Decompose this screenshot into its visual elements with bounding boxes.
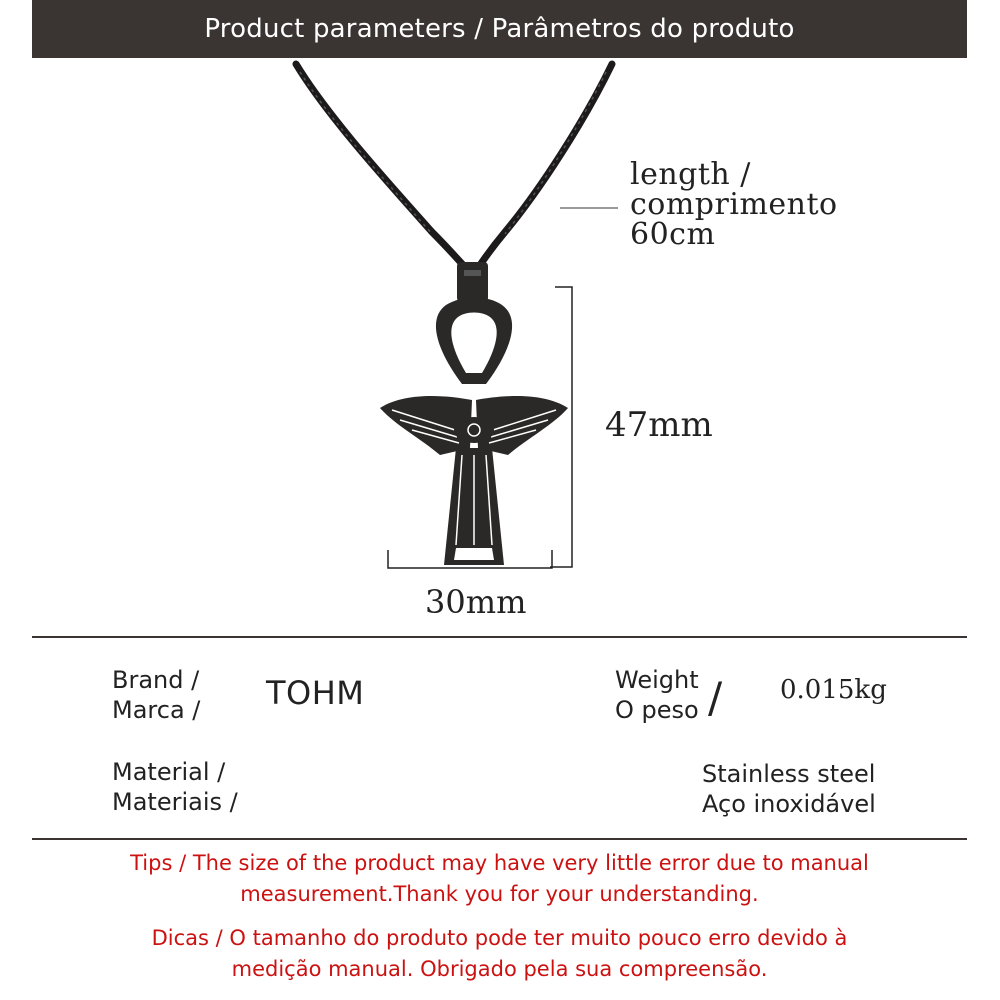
tips-line: medição manual. Obrigado pela sua compreensão.	[231, 957, 768, 981]
divider-bottom	[32, 838, 967, 840]
height-dimension: 47mm	[605, 405, 713, 445]
material-value-line: Stainless steel	[702, 760, 876, 788]
length-value: 60cm	[630, 217, 716, 252]
length-label-line: comprimento	[630, 187, 838, 222]
brand-label	[112, 665, 200, 725]
weight-value: 0.015kg	[780, 675, 887, 705]
brand-label-line: Marca /	[112, 696, 201, 724]
weight-slash: /	[708, 673, 723, 722]
material-value-line: Aço inoxidável	[702, 790, 876, 818]
length-label-line: length /	[630, 157, 751, 192]
material-value	[702, 759, 876, 819]
tips-english	[32, 848, 967, 910]
brand-value: TOHM	[266, 674, 365, 712]
material-label-line: Material /	[112, 758, 226, 786]
weight-label	[615, 665, 699, 725]
header-title: Product parameters / Parâmetros do produto	[204, 14, 795, 44]
material-label-line: Materiais /	[112, 788, 238, 816]
material-label	[112, 757, 238, 817]
brand-label-line: Brand /	[112, 666, 200, 694]
page-header	[32, 0, 967, 58]
weight-label-line: O peso	[615, 696, 699, 724]
tips-line: measurement.Thank you for your understanding.	[240, 882, 759, 906]
length-label	[630, 157, 838, 252]
weight-label-line: Weight	[615, 666, 699, 694]
ankh-pendant-necklace-image	[0, 58, 1000, 638]
tips-portuguese	[32, 923, 967, 985]
divider-top	[32, 636, 967, 638]
tips-line: Tips / The size of the product may have very little error due to manual	[130, 851, 869, 875]
tips-line: Dicas / O tamanho do produto pode ter muito pouco erro devido à	[151, 926, 848, 950]
width-dimension: 30mm	[425, 583, 527, 621]
